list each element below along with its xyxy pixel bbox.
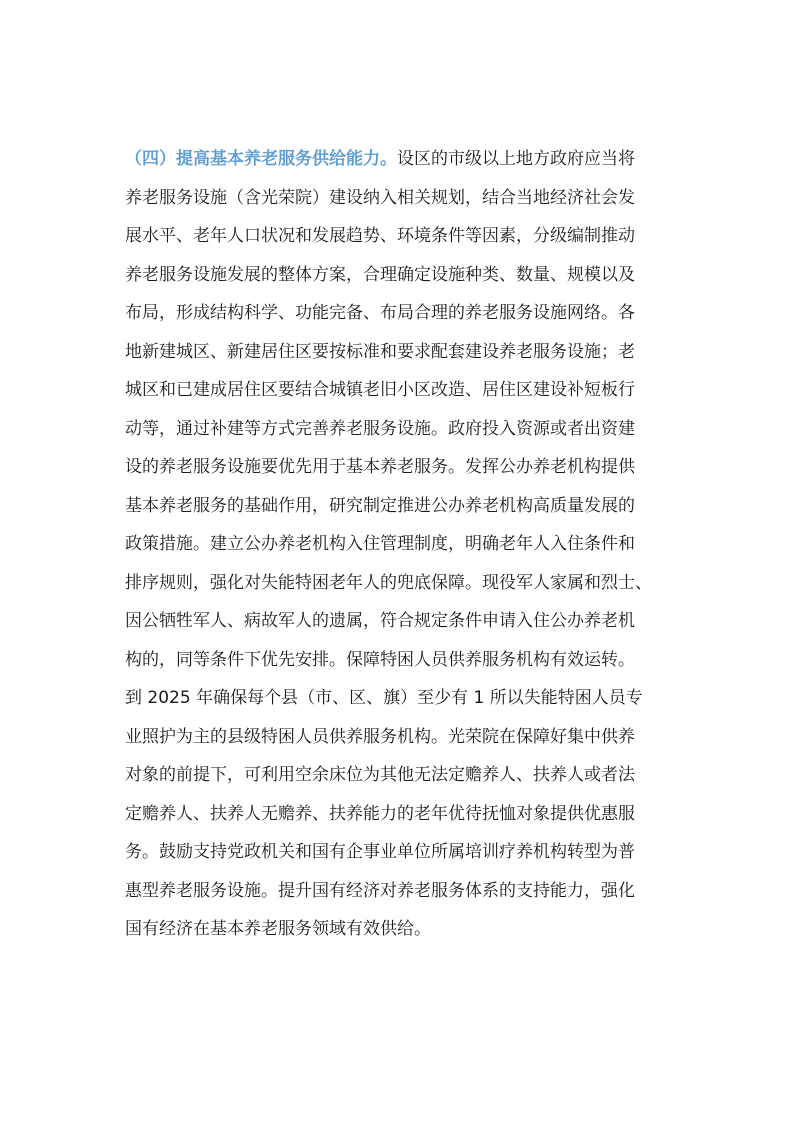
paragraph-line: 定赡养人、扶养人无赡养、扶养能力的老年优待抚恤对象提供优惠服	[125, 803, 635, 824]
paragraph-line: 展水平、老年人口状况和发展趋势、环境条件等因素，分级编制推动	[125, 226, 635, 246]
paragraph-line: 惠型养老服务设施。提升国有经济对养老服务体系的支持能力，强化	[125, 880, 635, 901]
paragraph-line: 务。鼓励支持党政机关和国有企事业单位所属培训疗养机构转型为普	[125, 842, 635, 862]
paragraph-line: 养老服务设施（含光荣院）建设纳入相关规划，结合当地经济社会发	[125, 187, 635, 208]
paragraph-line: 养老服务设施发展的整体方案，合理确定设施种类、数量、规模以及	[125, 264, 635, 285]
section-heading: （四）提高基本养老服务供给能力。	[125, 149, 397, 169]
paragraph-line: 排序规则，强化对失能特困老年人的兜底保障。现役军人家属和烈士、	[125, 572, 652, 593]
paragraph-line: 构的，同等条件下优先安排。保障特困人员供养服务机构有效运转。	[125, 649, 635, 670]
paragraph-line: 对象的前提下，可利用空余床位为其他无法定赡养人、扶养人或者法	[125, 765, 635, 785]
paragraph-line-1	[125, 140, 685, 179]
first-line-text: 设区的市级以上地方政府应当将	[397, 149, 635, 169]
paragraph-line: 动等，通过补建等方式完善养老服务设施。政府投入资源或者出资建	[125, 418, 635, 439]
paragraph-line: 政策措施。建立公办养老机构入住管理制度，明确老年人入住条件和	[125, 534, 635, 554]
paragraph-line: 业照护为主的县级特困人员供养服务机构。光荣院在保障好集中供养	[125, 726, 635, 747]
paragraph-line: 国有经济在基本养老服务领域有效供给。	[125, 919, 431, 939]
body-paragraph	[125, 140, 685, 949]
paragraph-line: 地新建城区、新建居住区要按标准和要求配套建设养老服务设施；老	[125, 341, 635, 362]
paragraph-line: 到 2025 年确保每个县（市、区、旗）至少有 1 所以失能特困人员专	[125, 688, 643, 708]
paragraph-line: 布局，形成结构科学、功能完备、布局合理的养老服务设施网络。各	[125, 303, 635, 323]
paragraph-line: 设的养老服务设施要优先用于基本养老服务。发挥公办养老机构提供	[125, 457, 635, 477]
paragraph-line: 城区和已建成居住区要结合城镇老旧小区改造、居住区建设补短板行	[125, 380, 635, 400]
paragraph-line: 因公牺牲军人、病故军人的遗属，符合规定条件申请入住公办养老机	[125, 611, 635, 631]
paragraph-line: 基本养老服务的基础作用，研究制定推进公办养老机构高质量发展的	[125, 495, 635, 516]
